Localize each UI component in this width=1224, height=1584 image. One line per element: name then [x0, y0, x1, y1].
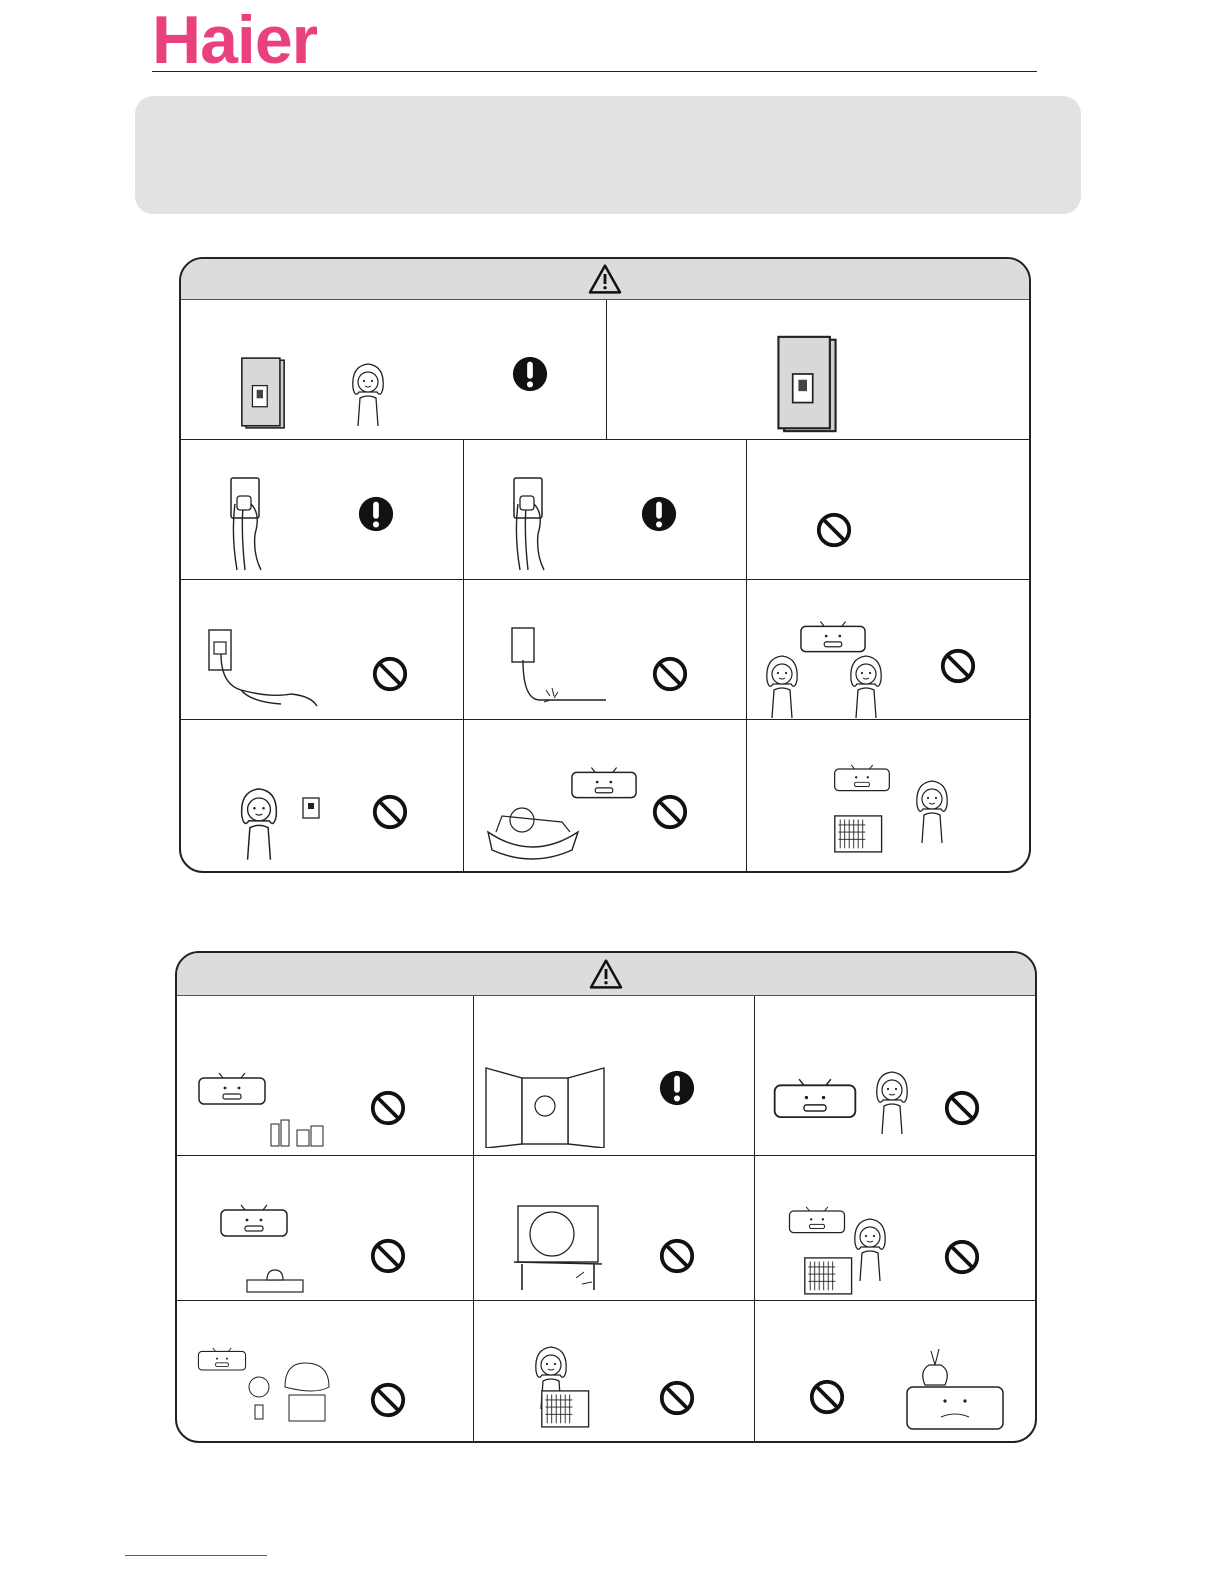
section-title-banner — [135, 96, 1081, 214]
panel-1-cell-11 — [747, 720, 1029, 871]
panel-1-cell-8 — [747, 580, 1029, 720]
mandatory-exclamation-icon — [658, 1069, 696, 1107]
prohibited-circle-icon — [651, 655, 689, 693]
panel-1-cell-1 — [181, 300, 607, 440]
panel-1-cell-3 — [181, 440, 464, 580]
warning-panel-1 — [179, 257, 1031, 873]
indoor-unit-illustration — [765, 1078, 865, 1122]
mandatory-exclamation-icon — [640, 495, 678, 533]
indoor-unit-illustration — [197, 1347, 247, 1373]
flammables-illustration — [267, 1112, 333, 1148]
person-illustration — [343, 358, 393, 428]
breaker-illustration — [239, 356, 287, 430]
mandatory-exclamation-icon — [511, 355, 549, 393]
panel-2-cell-4 — [177, 1156, 474, 1301]
person-illustration — [867, 1058, 917, 1144]
prohibited-circle-icon — [943, 1089, 981, 1127]
haier-logo: Haier — [152, 2, 318, 78]
header-rule — [152, 71, 1037, 72]
outlet-illustration — [301, 796, 321, 820]
panel-2-cell-2 — [474, 996, 755, 1156]
child-illustration — [841, 650, 891, 720]
panel-2-cell-1 — [177, 996, 474, 1156]
prohibited-circle-icon — [371, 793, 409, 831]
panel-2-cell-6 — [755, 1156, 1035, 1301]
prohibited-circle-icon — [369, 1237, 407, 1275]
prohibited-circle-icon — [939, 647, 977, 685]
warning-triangle-icon — [589, 959, 623, 989]
warning-triangle-icon — [588, 264, 622, 294]
prohibited-circle-icon — [369, 1089, 407, 1127]
breaker-illustration — [775, 334, 839, 434]
panel-2-cell-8 — [474, 1301, 755, 1441]
prohibited-circle-icon — [658, 1237, 696, 1275]
prohibited-circle-icon — [651, 793, 689, 831]
prohibited-circle-icon — [815, 511, 853, 549]
panel-2-cell-7 — [177, 1301, 474, 1441]
indoor-unit-illustration — [219, 1204, 289, 1240]
panel-2-cell-9 — [755, 1301, 1035, 1441]
plug-hand-illustration — [504, 474, 554, 574]
panel-2-header — [177, 953, 1035, 996]
plug-hand-illustration — [221, 474, 271, 574]
prohibited-circle-icon — [808, 1378, 846, 1416]
footer-link-underline[interactable] — [125, 1555, 267, 1556]
vase-on-unit-illustration — [905, 1345, 1005, 1433]
prohibited-circle-icon — [369, 1381, 407, 1419]
panel-1-cell-6 — [181, 580, 464, 720]
panel-1-cell-2 — [607, 300, 1029, 440]
panel-1-cell-9 — [181, 720, 464, 871]
unstable-stand-illustration — [512, 1202, 606, 1292]
damaged-cord-illustration — [510, 624, 610, 714]
indoor-unit-illustration — [787, 1206, 847, 1236]
indoor-unit-illustration — [197, 1072, 267, 1108]
panel-1-header — [181, 259, 1029, 300]
person-illustration — [229, 782, 289, 862]
warning-panel-2 — [175, 951, 1037, 1443]
indoor-unit-illustration — [570, 766, 638, 802]
indoor-unit-illustration — [833, 764, 891, 794]
plants-illustration — [245, 1357, 335, 1423]
person-illustration — [845, 1208, 895, 1288]
outdoor-unit-illustration — [540, 1385, 594, 1431]
mandatory-exclamation-icon — [357, 495, 395, 533]
child-illustration — [757, 650, 807, 720]
panel-1-cell-5 — [747, 440, 1029, 580]
open-window-illustration — [482, 1064, 608, 1148]
prohibited-circle-icon — [658, 1379, 696, 1417]
panel-1-cell-7 — [464, 580, 747, 720]
prohibited-circle-icon — [943, 1238, 981, 1276]
panel-2-cell-3 — [755, 996, 1035, 1156]
prohibited-circle-icon — [371, 655, 409, 693]
panel-2-cell-5 — [474, 1156, 755, 1301]
baby-cradle-illustration — [482, 792, 582, 862]
panel-1-cell-4 — [464, 440, 747, 580]
panel-1-cell-10 — [464, 720, 747, 871]
outdoor-unit-illustration — [833, 810, 887, 856]
cord-coil-illustration — [201, 624, 321, 714]
technician-illustration — [907, 764, 957, 856]
stove-illustration — [245, 1268, 305, 1294]
